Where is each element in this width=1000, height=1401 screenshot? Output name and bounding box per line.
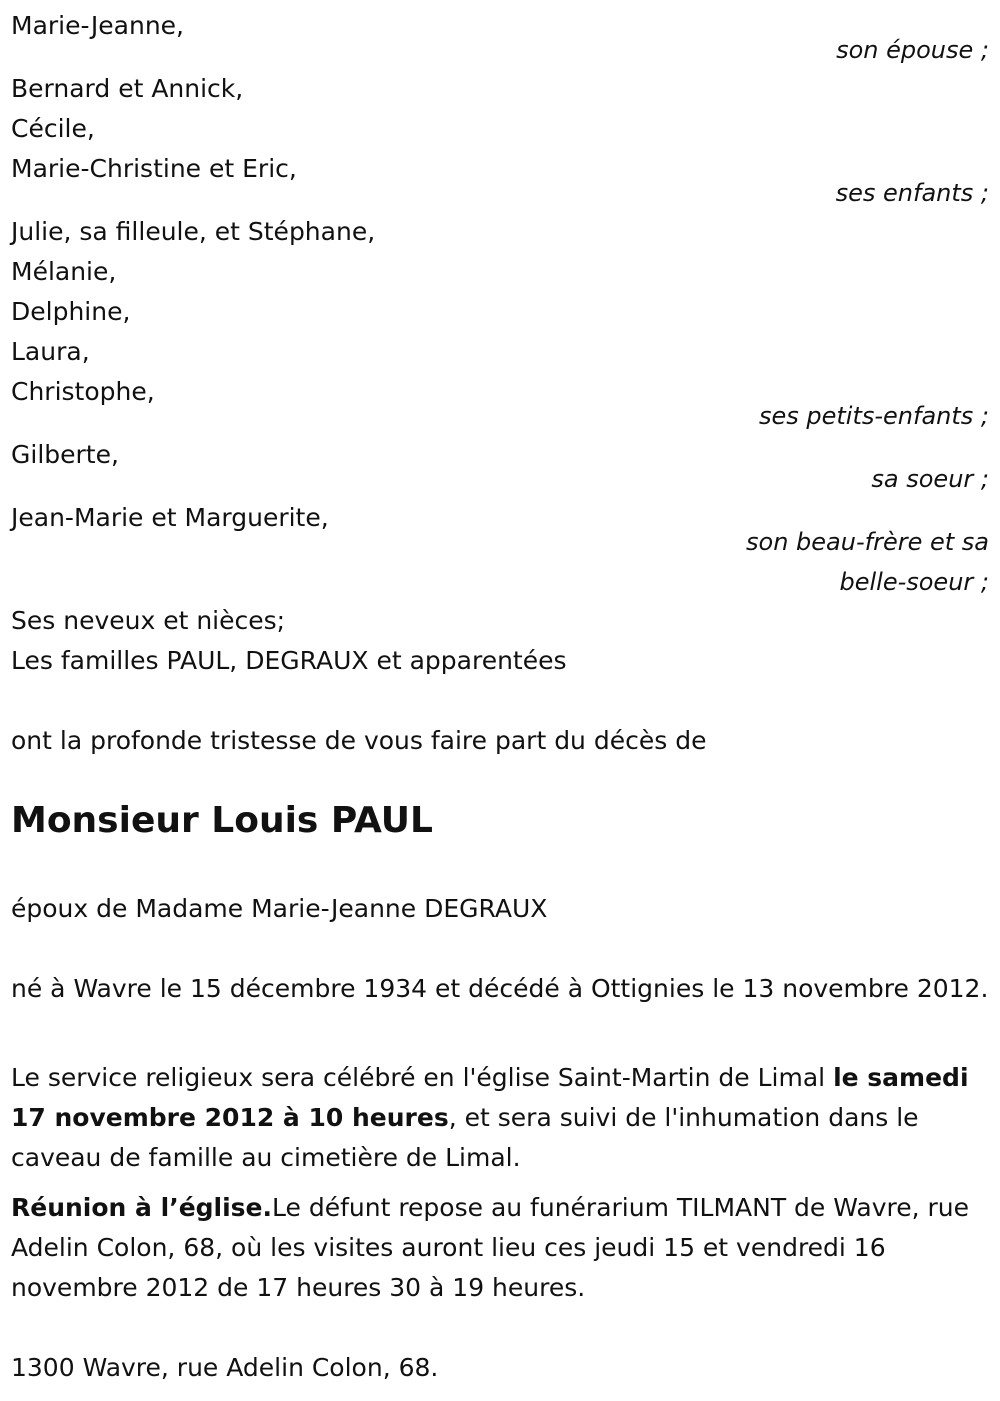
birth-death: né à Wavre le 15 décembre 1934 et décédé à Ottignies le 13 novembre 2012. (11, 974, 989, 1003)
inlaws-role-line2: belle-soeur ; (839, 568, 989, 596)
child-3: Marie-Christine et Eric, (11, 154, 297, 183)
service-date: le samedi 17 novembre 2012 à 10 heures (11, 1063, 969, 1132)
meeting-bold: Réunion à l’église. (11, 1193, 273, 1222)
grandchild-3: Delphine, (11, 297, 131, 326)
service-outro: , et sera suivi de l'inhumation dans le caveau de famille au cimetière de Limal. (11, 1103, 919, 1172)
children-role: ses enfants ; (835, 179, 989, 207)
child-1: Bernard et Annick, (11, 74, 244, 103)
child-2: Cécile, (11, 114, 95, 143)
families-line: Les familles PAUL, DEGRAUX et apparentées (11, 646, 567, 675)
meeting-paragraph (11, 1188, 996, 1308)
grandchildren-role: ses petits-enfants ; (758, 402, 989, 430)
nephews-line: Ses neveux et nièces; (11, 606, 286, 635)
spouse-name: Marie-Jeanne, (11, 11, 184, 40)
service-paragraph (11, 1058, 996, 1178)
sister-name: Gilberte, (11, 440, 119, 469)
service-intro: Le service religieux sera célébré en l'église Saint-Martin de Limal (11, 1063, 834, 1092)
grandchild-1: Julie, sa filleule, et Stéphane, (11, 217, 376, 246)
deceased-name: Monsieur Louis PAUL (11, 800, 433, 841)
meeting-text: Le défunt repose au funérarium TILMANT de Wavre, rue Adelin Colon, 68, où les visites auront lieu ces jeudi 15 et vendredi 16 novembre 2012 de 17 heures 30 à 19 heures. (11, 1193, 970, 1302)
grandchild-4: Laura, (11, 337, 90, 366)
grandchild-5: Christophe, (11, 377, 155, 406)
grandchild-2: Mélanie, (11, 257, 117, 286)
sister-role: sa soeur ; (871, 465, 989, 493)
spouse-role: son épouse ; (836, 36, 989, 64)
spouse-of: époux de Madame Marie-Jeanne DEGRAUX (11, 894, 548, 923)
address: 1300 Wavre, rue Adelin Colon, 68. (11, 1353, 439, 1382)
inlaws-role-line1: son beau-frère et sa (746, 528, 989, 556)
announcement: ont la profonde tristesse de vous faire part du décès de (11, 726, 707, 755)
inlaws-name: Jean-Marie et Marguerite, (11, 503, 329, 532)
